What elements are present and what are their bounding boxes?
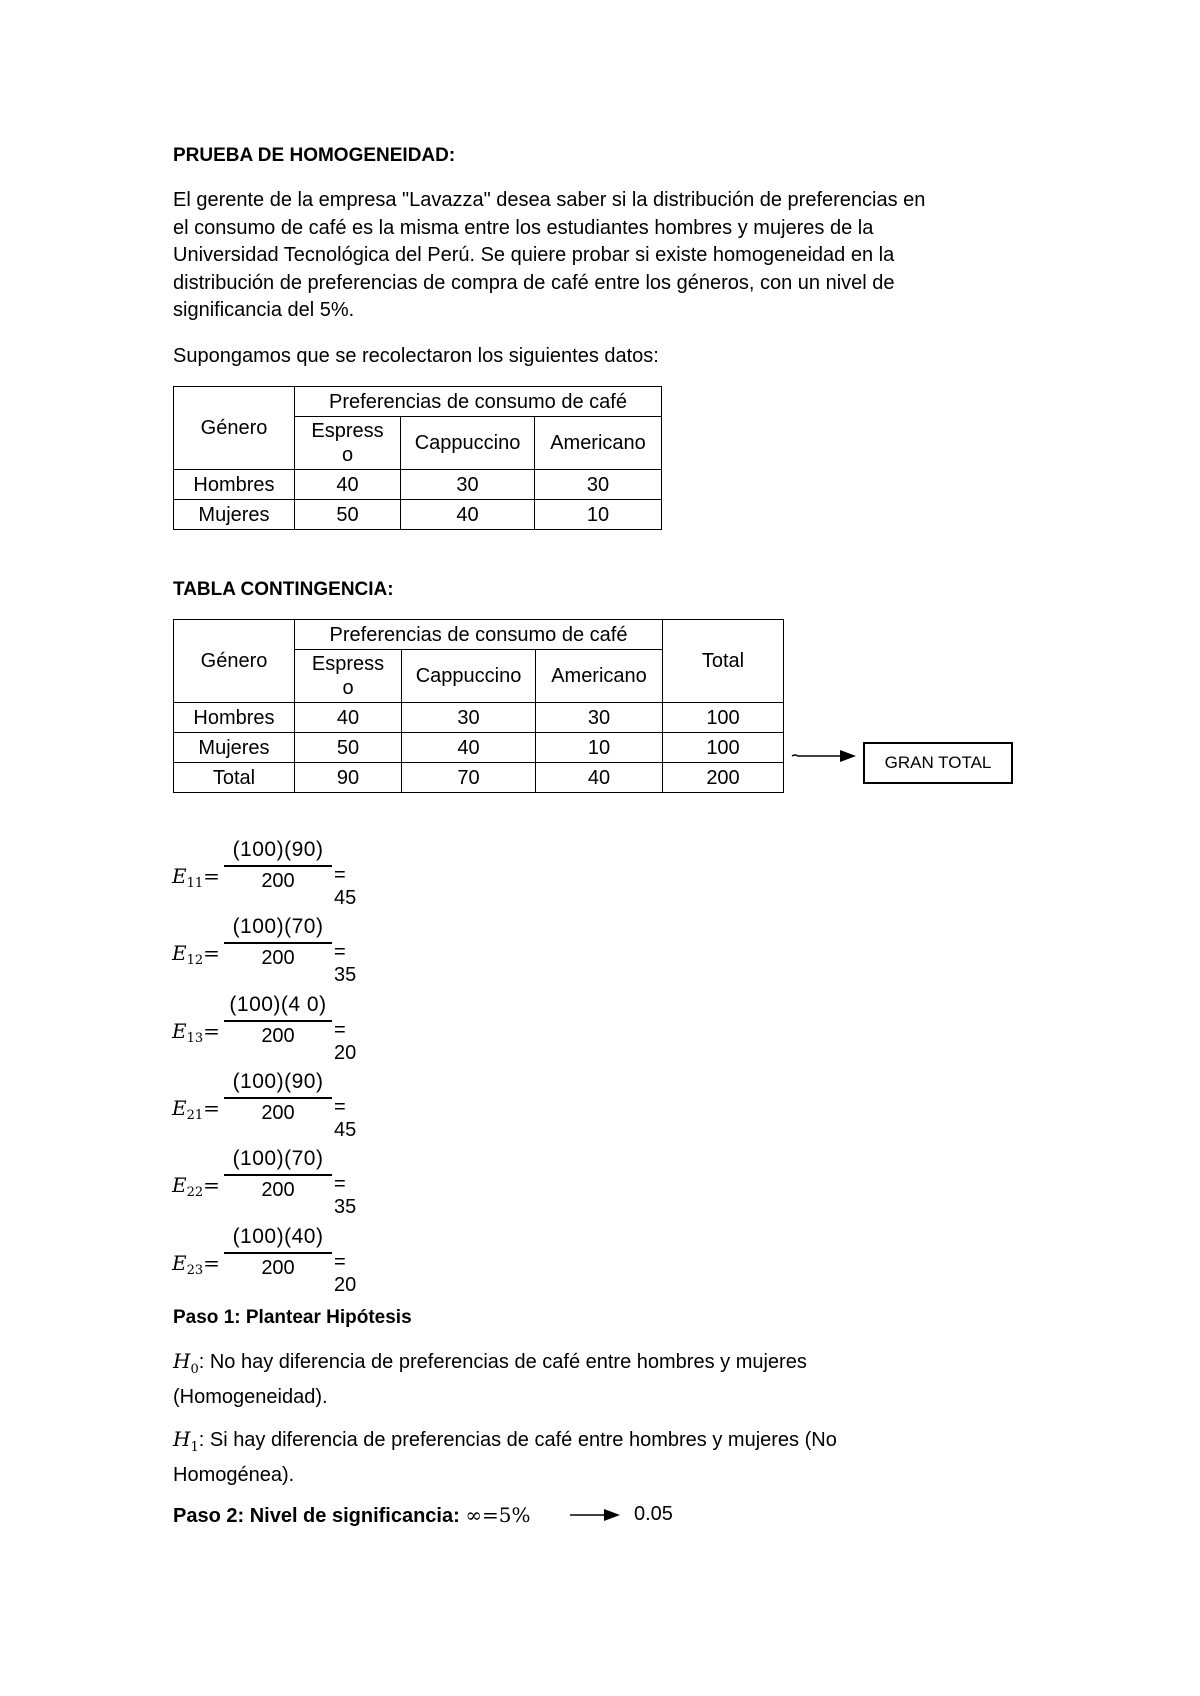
cell: 30 [535, 470, 662, 500]
preferences-group-header: Preferencias de consumo de café [295, 620, 663, 650]
row-label: Mujeres [174, 500, 295, 530]
hypothesis-h0: $H_0$: No hay diferencia de preferencias de café entre hombres y mujeres (Homogeneidad). [173, 1349, 807, 1408]
cell: 40 [295, 470, 401, 500]
cell: 50 [295, 500, 401, 530]
row-label: Total [174, 763, 295, 793]
alpha-value: 0.05 [634, 1503, 673, 1525]
gender-header: Género [174, 387, 295, 470]
arrow-right-icon [570, 1506, 622, 1524]
intro-line: el consumo de café es la misma entre los estudiantes hombres y mujeres de la [173, 216, 874, 239]
cell: 90 [295, 763, 402, 793]
intro-line: El gerente de la empresa "Lavazza" desea saber si la distribución de preferencias en [173, 189, 926, 211]
cell: 40 [401, 500, 535, 530]
intro-line: Universidad Tecnológica del Perú. Se quiere probar si existe homogeneidad en la [173, 244, 895, 266]
document-title: PRUEBA DE HOMOGENEIDAD: [173, 145, 456, 166]
arrow-right-icon [790, 748, 860, 768]
total-header: Total [663, 620, 784, 703]
cell: 30 [536, 703, 663, 733]
americano-header: Americano [535, 417, 662, 470]
cappuccino-header: Cappuccino [402, 650, 536, 703]
table-row [174, 733, 784, 763]
cell: 30 [401, 470, 535, 500]
cell: 40 [295, 703, 402, 733]
row-label: Mujeres [174, 733, 295, 763]
cell: 70 [402, 763, 536, 793]
table-row [174, 470, 662, 500]
cell: 30 [402, 703, 536, 733]
contingency-table [173, 619, 784, 793]
gran-total-box: GRAN TOTAL [863, 742, 1013, 784]
cappuccino-header: Cappuccino [401, 417, 535, 470]
data-intro-text: Supongamos que se recolectaron los siguientes datos: [173, 345, 659, 367]
row-label: Hombres [174, 703, 295, 733]
espresso-header: Espress o [295, 650, 402, 703]
cell: 100 [663, 733, 784, 763]
cell: 10 [536, 733, 663, 763]
table-row [174, 763, 784, 793]
intro-line: distribución de preferencias de compra de café entre los géneros, con un nivel de [173, 271, 895, 294]
intro-paragraph [173, 187, 925, 325]
cell: 200 [663, 763, 784, 793]
table-row [174, 500, 662, 530]
intro-line: significancia del 5%. [173, 299, 355, 321]
cell: 40 [402, 733, 536, 763]
cell: 40 [536, 763, 663, 793]
alpha-expression: ∞=5% [465, 1503, 531, 1527]
hypothesis-h1: $H_1$: Si hay diferencia de preferencias de café entre hombres y mujeres (No Homogénea). [173, 1427, 837, 1486]
table-row [174, 703, 784, 733]
preferences-group-header: Preferencias de consumo de café [295, 387, 662, 417]
row-label: Hombres [174, 470, 295, 500]
gender-header: Género [174, 620, 295, 703]
preferences-table [173, 386, 662, 530]
contingency-title: TABLA CONTINGENCIA: [173, 579, 394, 600]
document-page: PRUEBA DE HOMOGENEIDAD: El gerente de la empresa "Lavazza" desea saber si la distribución de preferencias en el consumo de café es la misma entre los estudiantes hombres y mujeres de la Universidad Tecnológica del Perú. Se quiere probar si existe homogeneidad en la distribución de preferencias de compra de café entre los géneros, con un nivel de significancia del 5%. Supongamos que se recolectaron los siguientes datos: Género Preferencias de consumo de café Espress o Cappuccino Americano Hombres 40 30 30 Mujeres 50 40 10 TABLA CONTINGENCIA: Género Preferencias de consumo de café Total Espress o Cappuccino Americano Hombres 40 30 30 100 Mujeres 50 40 10 100 Total 90 70 40 200 GRAN TOTAL $E_{11}=$ $\frac{(100)(90)}{200}$ = 45 $E_{12}=$ $\frac{(100)(70)}{200}$ = 35 $E_{13}=$ $\frac{(100)(4 0)}{200}$ = 20 $E_{21}=$ $\frac{(100)(90)}{200}$ = 45 $E_{22}=$ $\frac{(100)(70)}{200}$ = 35 $E_{23}=$ $\frac{(100)(40)}{200}$ = 20 Paso 1: Plantear Hipótesis $H_0$: No hay diferencia de preferencias de café entre hombres y mujeres (Homogeneidad). $H_1$: Si hay diferencia de preferencias de café entre hombres y mujeres (No Homogénea). Paso 2: Nivel de significancia: ∞=5% 0.05 [0, 0, 1200, 1696]
cell: 50 [295, 733, 402, 763]
cell: 100 [663, 703, 784, 733]
step2-line [173, 1503, 531, 1528]
americano-header: Americano [536, 650, 663, 703]
step2-label: Paso 2: Nivel de significancia: [173, 1505, 460, 1527]
cell: 10 [535, 500, 662, 530]
step1-title: Paso 1: Plantear Hipótesis [173, 1307, 412, 1328]
espresso-header: Espress o [295, 417, 401, 470]
